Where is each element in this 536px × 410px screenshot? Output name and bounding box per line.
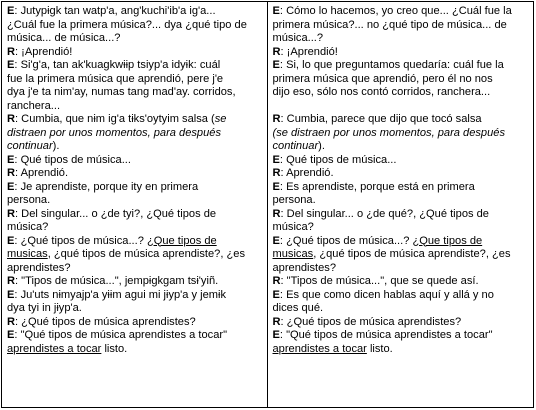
- transcript-line: [273, 316, 529, 330]
- line-text: : Si, lo que preguntamos quedaría: cuál fue la: [279, 59, 504, 71]
- line-text: ¿Que tipos de: [146, 234, 217, 247]
- speaker-label: R: [272, 207, 281, 220]
- transcript-line: [273, 275, 529, 289]
- speaker-label: E: [7, 288, 15, 301]
- transcript-line: [7, 275, 262, 289]
- transcript-line: [273, 208, 529, 222]
- speaker-label: R: [272, 113, 281, 125]
- transcript-line: [273, 73, 529, 87]
- transcript-line: [7, 73, 262, 87]
- transcript-line: [273, 289, 529, 303]
- speaker-label: E: [272, 59, 280, 71]
- speaker-label: E: [272, 5, 280, 17]
- transcript-line: [273, 262, 529, 276]
- line-text: : Je aprendiste, porque ity en primera: [14, 180, 199, 193]
- line-text: musicas: [272, 248, 314, 260]
- line-text: ranchera...: [7, 99, 61, 112]
- transcript-line: [273, 221, 529, 235]
- line-text: aprendistes?: [272, 261, 337, 274]
- speaker-label: E: [7, 153, 15, 166]
- transcript-line: [7, 262, 262, 276]
- line-text: música?: [272, 221, 314, 233]
- column-translation: [268, 2, 534, 407]
- speaker-label: R: [272, 315, 281, 328]
- line-text: : ¿Qué tipos de música aprendistes?: [15, 315, 196, 328]
- line-text: musicas: [7, 248, 48, 260]
- line-text: ¿Que tipos de: [412, 234, 483, 247]
- line-text: ).: [318, 140, 325, 152]
- transcript-line: [7, 127, 262, 141]
- line-text: : "Tipos de música...", jempɨgkgam tsɨ'yiñ.: [15, 275, 219, 287]
- line-text: dya tyi in jɨyp'a.: [7, 302, 82, 314]
- line-text: dya j'e ta nim'ay, numas tang mad'ay. corridos,: [7, 86, 236, 98]
- line-text: fue la primera música que aprendió, pere j'e: [7, 72, 224, 85]
- transcript-line: [7, 194, 262, 208]
- line-text: listo.: [101, 342, 128, 355]
- transcript-line: [273, 154, 529, 168]
- transcript-line: [273, 302, 529, 316]
- line-text: : ¿Qué tipos de música aprendistes?: [280, 315, 462, 328]
- line-text: : Ju'uts nɨmyajp'a yɨɨm agui mi jɨyp'a y jemɨk: [14, 288, 227, 301]
- line-text: : ¡Aprendió!: [280, 45, 338, 58]
- line-text: ).: [52, 140, 60, 152]
- transcript-line: [273, 248, 529, 262]
- transcript-line: [273, 194, 529, 208]
- transcript-line: [273, 86, 529, 100]
- line-text: música...?: [272, 32, 324, 44]
- line-text: se: [214, 113, 227, 125]
- speaker-label: E: [7, 180, 15, 193]
- line-text: : Es aprendiste, porque está en primera: [279, 180, 475, 193]
- speaker-label: E: [272, 153, 280, 166]
- speaker-label: E: [7, 234, 15, 247]
- line-text: aprendistes a tocar: [7, 342, 102, 355]
- line-text: música... de música...?: [7, 32, 121, 44]
- line-text: dices qué.: [272, 302, 324, 314]
- transcript-line: [273, 167, 529, 181]
- transcript-line: [273, 59, 529, 73]
- transcript-line: [7, 289, 262, 303]
- transcript-line: [7, 32, 262, 46]
- transcript-line: [7, 86, 262, 100]
- line-text: persona.: [272, 194, 316, 206]
- line-text: : "Tipos de música...", que se quede así.: [280, 275, 479, 287]
- transcript-line: [7, 5, 262, 19]
- speaker-label: E: [7, 59, 15, 71]
- speaker-label: R: [7, 275, 16, 287]
- line-text: : Es que como dicen hablas aquí y allá y no: [279, 288, 494, 301]
- line-text: persona.: [7, 194, 51, 206]
- transcript-line: [273, 235, 529, 249]
- transcript-line: [7, 221, 262, 235]
- line-text: : Jutypɨgk tan watp'a, ang'kuchi'ib'a ig'a...: [14, 5, 216, 17]
- line-text: : Qué tipos de música...: [279, 153, 397, 166]
- transcript-line: [273, 46, 529, 60]
- speaker-label: R: [272, 275, 281, 287]
- line-text: : Cumbia, que nɨm ig'a tɨks'oytyim salsa (: [15, 113, 215, 125]
- line-text: música?: [7, 221, 49, 233]
- line-text: se distraen por unos momentos, para después: [276, 126, 505, 139]
- speaker-label: R: [7, 113, 16, 125]
- transcript-line: [7, 167, 262, 181]
- transcript-table: [1, 1, 534, 408]
- line-text: : "Qué tipos de música aprendistes a tocar": [279, 329, 493, 341]
- line-text: : Del singular... o ¿de qué?, ¿Qué tipos de: [280, 207, 489, 220]
- speaker-label: R: [7, 315, 16, 328]
- transcript-line: [273, 5, 529, 19]
- transcript-line: [273, 113, 529, 127]
- transcript-line: [7, 46, 262, 60]
- speaker-label: E: [272, 180, 280, 193]
- line-text: : Qué tipos de música...: [14, 153, 131, 166]
- line-text: : Del singular... o ¿de tyi?, ¿Qué tipos de: [15, 207, 217, 220]
- line-text: primera música que aprendió, pero él no nos: [272, 72, 493, 85]
- line-text: : ¿Qué tipos de música...?: [14, 234, 147, 247]
- speaker-label: E: [7, 5, 15, 17]
- transcript-line: [7, 181, 262, 195]
- transcript-line: [7, 19, 262, 33]
- transcript-line: [7, 316, 262, 330]
- speaker-label: E: [7, 329, 15, 341]
- speaker-label: E: [272, 329, 280, 341]
- line-text: : Aprendió.: [15, 167, 69, 179]
- line-text: aprendistes a tocar: [272, 342, 367, 355]
- transcript-line: [273, 19, 529, 33]
- line-text: ¿Cuál fue la primera música?... dya ¿qué tipo de: [7, 18, 247, 31]
- transcript-line: [7, 154, 262, 168]
- speaker-label: R: [7, 45, 16, 58]
- transcript-line: [7, 140, 262, 154]
- transcript-line: [273, 140, 529, 154]
- transcript-line: [7, 113, 262, 127]
- line-text: : ¡Aprendió!: [15, 45, 73, 58]
- transcript-line: [273, 100, 529, 114]
- column-original: [2, 2, 268, 407]
- line-text: continuar: [272, 140, 319, 152]
- speaker-label: R: [272, 167, 281, 179]
- speaker-label: E: [272, 288, 280, 301]
- transcript-line: [7, 302, 262, 316]
- line-text: , ¿qué tipos de música aprendiste?, ¿es: [313, 248, 511, 260]
- speaker-label: R: [272, 45, 281, 58]
- transcript-line: [273, 127, 529, 141]
- line-text: : Si'g'a, tan ak'kuagkwɨɨp tsiyp'a idyɨk: cuál: [14, 59, 221, 71]
- line-text: : Aprendió.: [280, 167, 334, 179]
- transcript-line: [7, 208, 262, 222]
- transcript-line: [7, 329, 262, 343]
- line-text: : "Qué tipos de música aprendistes a tocar": [14, 329, 228, 341]
- line-text: : Cómo lo hacemos, yo creo que... ¿Cuál fue la: [279, 5, 512, 17]
- line-text: aprendistes?: [7, 261, 71, 274]
- line-text: (: [272, 126, 277, 139]
- line-text: , ¿qué tipos de música aprendiste?, ¿es: [47, 248, 246, 260]
- transcript-line: [7, 59, 262, 73]
- line-text: listo.: [366, 342, 393, 355]
- line-text: : Cumbia, parece que dijo que tocó salsa: [280, 113, 482, 125]
- line-text: : ¿Qué tipos de música...?: [279, 234, 413, 247]
- transcript-line: [7, 235, 262, 249]
- line-text: dijo eso, sólo nos contó corridos, ranchera...: [272, 86, 491, 98]
- line-text: distraen por unos momentos, para después: [7, 126, 221, 139]
- transcript-line: [273, 329, 529, 343]
- line-text: primera música?... no ¿qué tipo de música... de: [272, 18, 507, 31]
- speaker-label: E: [272, 234, 280, 247]
- speaker-label: R: [7, 167, 16, 179]
- transcript-line: [273, 343, 529, 357]
- speaker-label: R: [7, 207, 16, 220]
- transcript-line: [273, 181, 529, 195]
- transcript-line: [7, 248, 262, 262]
- transcript-line: [273, 32, 529, 46]
- transcript-line: [7, 100, 262, 114]
- transcript-line: [7, 343, 262, 357]
- line-text: continuar: [7, 140, 53, 152]
